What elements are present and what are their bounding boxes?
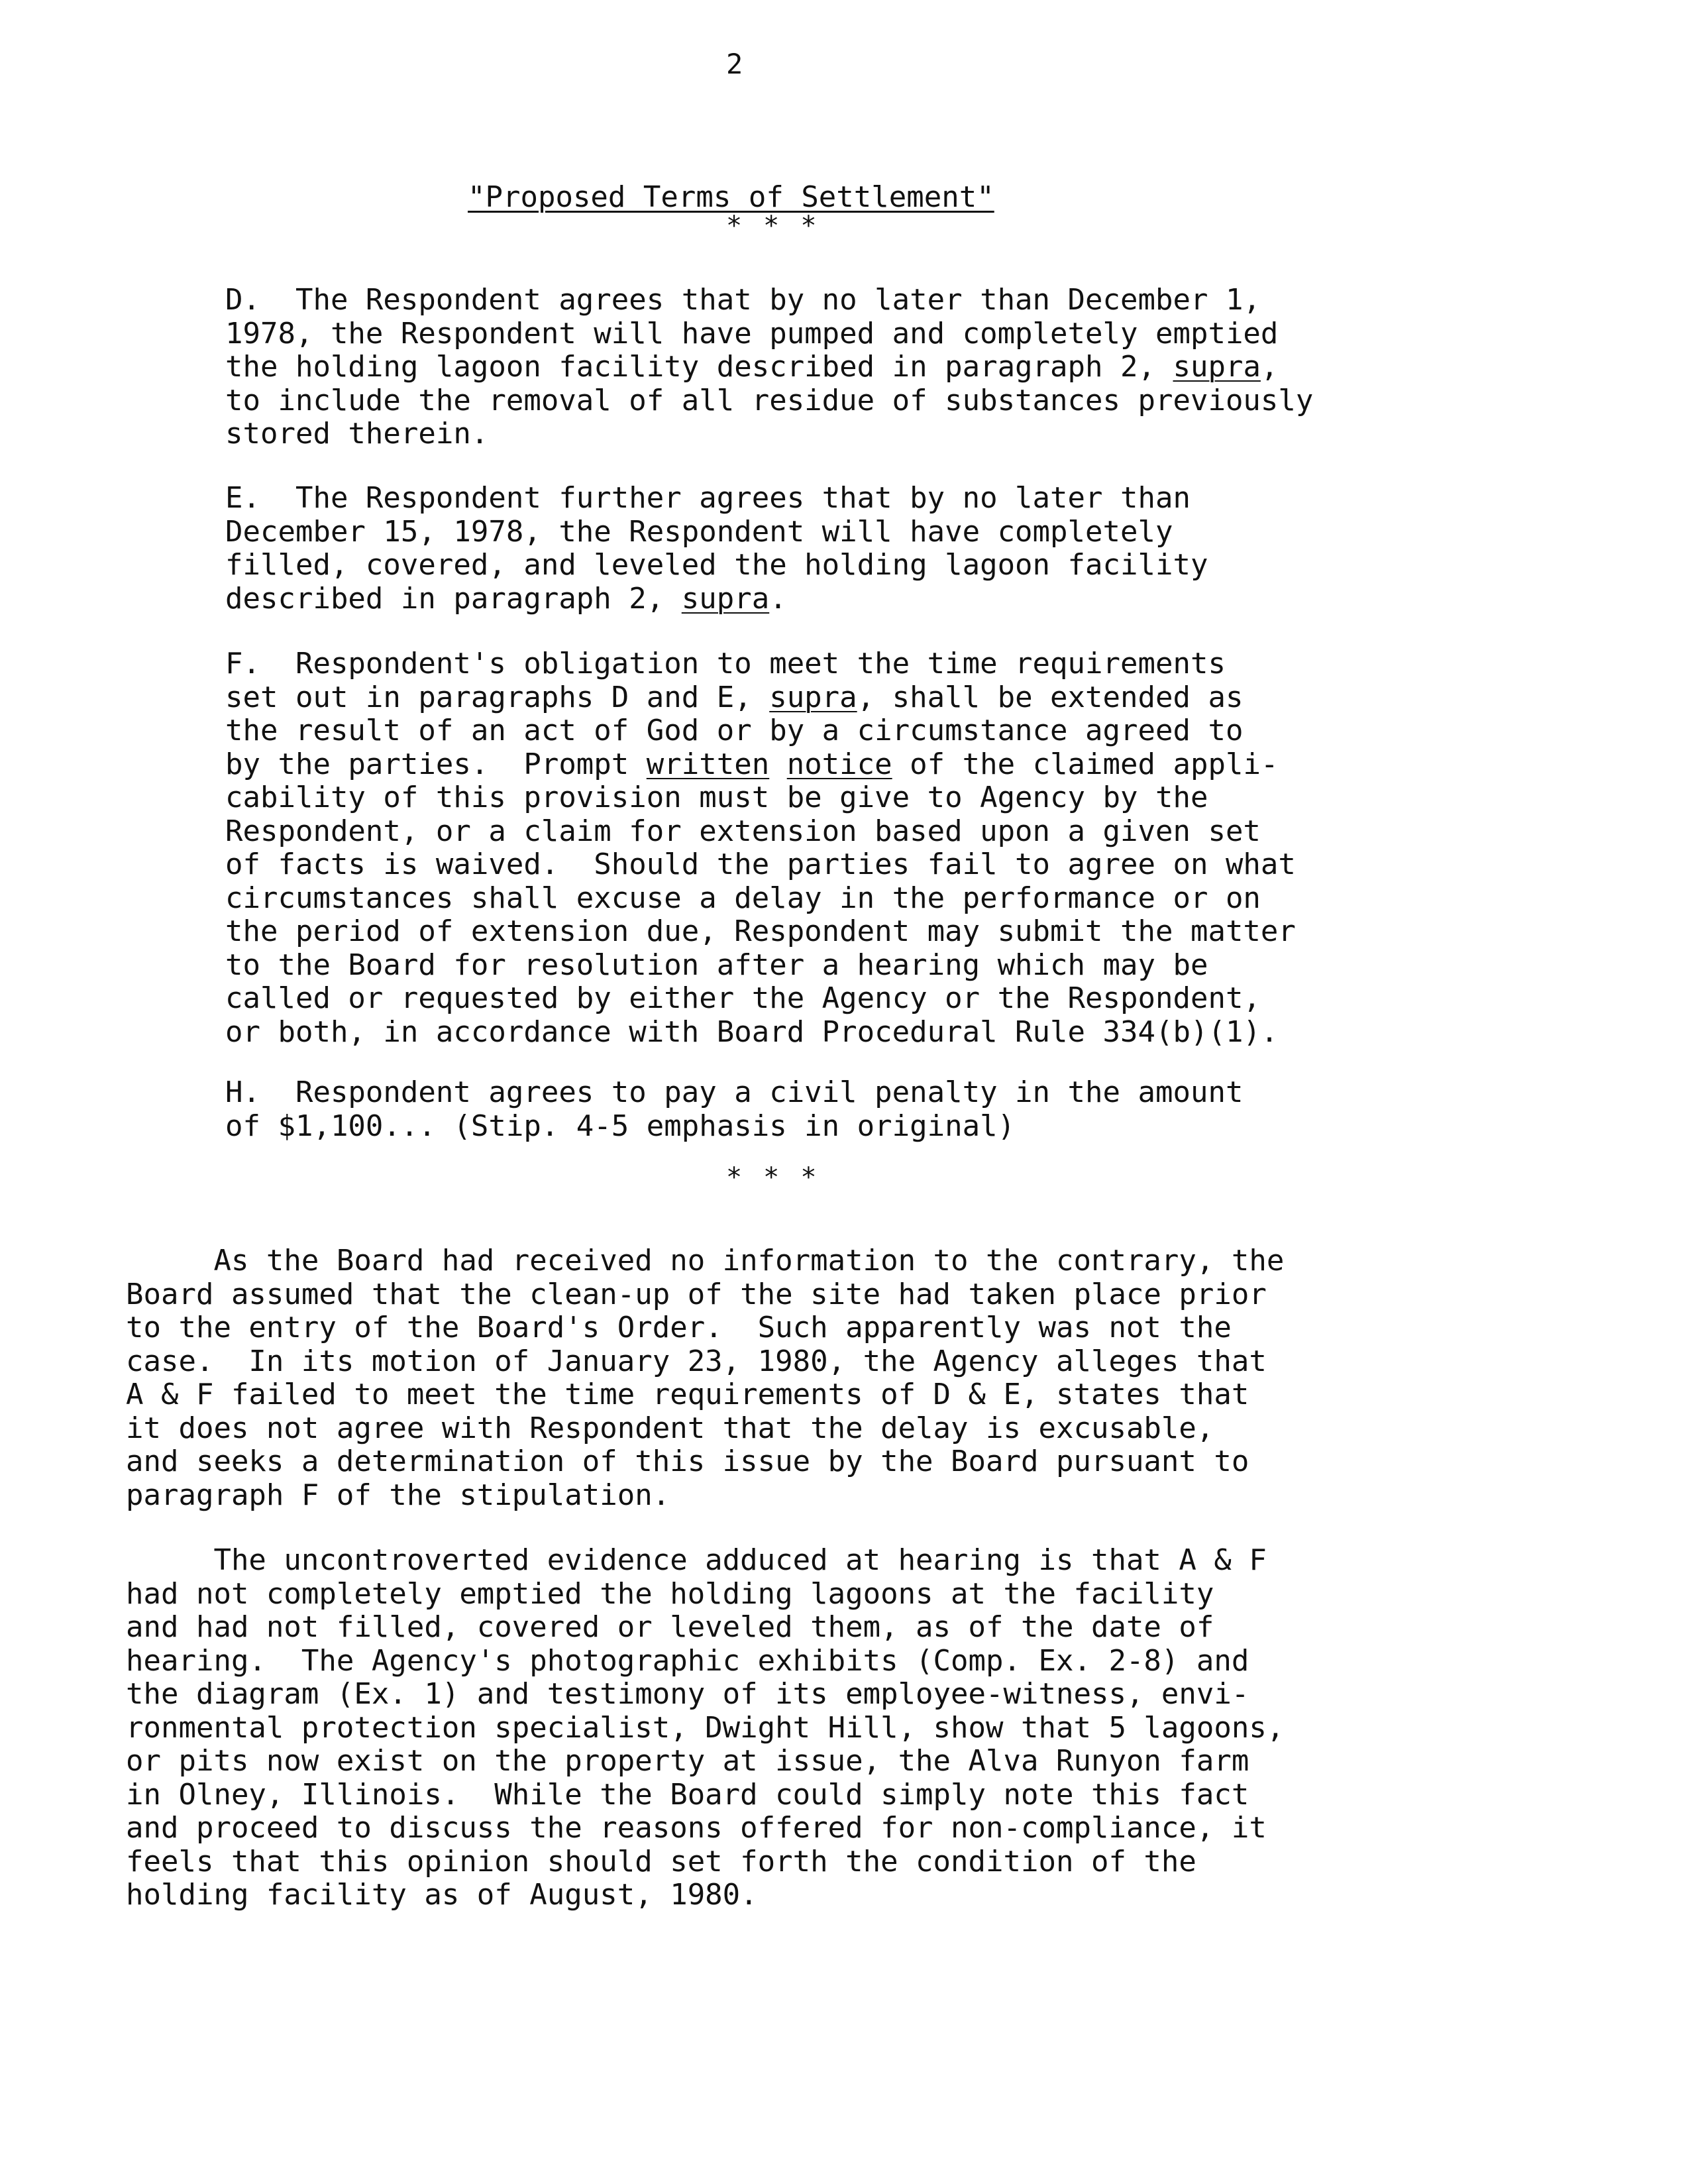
section-separator-top: * * *: [726, 211, 820, 241]
text-fragment: ,: [1260, 350, 1279, 384]
text-line: A & F failed to meet the time requirements of D & E, states that: [126, 1378, 1249, 1411]
text-line: the period of extension due, Respondent may submit the matter: [225, 914, 1296, 948]
text-line: Respondent, or a claim for extension based upon a given set: [225, 814, 1261, 848]
settlement-paragraph-h: [225, 1076, 1243, 1143]
text-line: Board assumed that the clean-up of the site had taken place prior: [126, 1277, 1267, 1311]
page-number: 2: [726, 48, 743, 80]
text-line: by the parties. Prompt: [225, 747, 647, 781]
text-line: paragraph F of the stipulation.: [126, 1478, 670, 1512]
text-line: to the entry of the Board's Order. Such apparently was not the: [126, 1311, 1232, 1344]
text-line: to include the removal of all residue of substances previously: [225, 383, 1314, 417]
underlined-term: supra: [769, 680, 857, 714]
text-line: December 15, 1978, the Respondent will have completely: [225, 514, 1173, 549]
text-line: cability of this provision must be give to Agency by the: [225, 781, 1208, 814]
text-line: set out in paragraphs D and E,: [225, 680, 770, 714]
text-line: 1978, the Respondent will have pumped and completely emptied: [225, 316, 1279, 351]
text-fragment: [769, 747, 787, 781]
text-fragment: , shall be extended as: [857, 680, 1244, 714]
text-line: called or requested by either the Agency or the Respondent,: [225, 981, 1261, 1015]
text-line: and had not filled, covered or leveled them, as of the date of: [126, 1610, 1214, 1644]
text-line: and seeks a determination of this issue by the Board pursuant to: [126, 1445, 1249, 1478]
text-fragment: .: [769, 581, 787, 616]
text-fragment: of the claimed appli-: [892, 747, 1279, 781]
text-line: and proceed to discuss the reasons offered for non-compliance, it: [126, 1811, 1267, 1845]
text-line: in Olney, Illinois. While the Board could simply note this fact: [126, 1777, 1249, 1812]
text-line: filled, covered, and leveled the holding lagoon facility: [225, 548, 1208, 582]
text-line: or pits now exist on the property at issue, the Alva Runyon farm: [126, 1744, 1249, 1778]
text-line: it does not agree with Respondent that the delay is excusable,: [126, 1411, 1214, 1445]
text-line: case. In its motion of January 23, 1980, the Agency alleges that: [126, 1344, 1267, 1378]
text-line: to the Board for resolution after a hearing which may be: [225, 948, 1208, 982]
text-line: the result of an act of God or by a circumstance agreed to: [225, 714, 1244, 747]
text-line: holding facility as of August, 1980.: [126, 1878, 758, 1912]
section-heading: "Proposed Terms of Settlement": [468, 180, 994, 214]
underlined-term: supra: [1173, 350, 1261, 384]
body-paragraph-1: [126, 1244, 1284, 1512]
settlement-paragraph-f: [225, 647, 1296, 1049]
text-line: H. Respondent agrees to pay a civil penalty in the amount: [225, 1075, 1244, 1109]
text-line: or both, in accordance with Board Procedural Rule 334(b)(1).: [225, 1014, 1279, 1049]
text-line: the diagram (Ex. 1) and testimony of its employee-witness, envi-: [126, 1677, 1249, 1711]
text-line: As the Board had received no information to the contrary, the: [126, 1244, 1285, 1278]
text-line: E. The Respondent further agrees that by no later than: [225, 481, 1191, 515]
text-line: of $1,100... (Stip. 4-5 emphasis in original): [225, 1109, 1016, 1143]
text-line: D. The Respondent agrees that by no later than December 1,: [225, 283, 1261, 317]
section-separator-bottom: * * *: [726, 1162, 820, 1193]
text-line: F. Respondent's obligation to meet the time requirements: [225, 647, 1226, 681]
text-line: the holding lagoon facility described in paragraph 2,: [225, 350, 1173, 384]
text-line: had not completely emptied the holding lagoons at the facility: [126, 1576, 1214, 1611]
settlement-paragraph-e: [225, 482, 1208, 616]
text-line: hearing. The Agency's photographic exhibits (Comp. Ex. 2-8) and: [126, 1643, 1249, 1678]
text-line: circumstances shall excuse a delay in the performance or on: [225, 881, 1261, 915]
text-line: of facts is waived. Should the parties fail to agree on what: [225, 847, 1296, 881]
underlined-term: supra: [681, 581, 770, 616]
text-line: ronmental protection specialist, Dwight Hill, show that 5 lagoons,: [126, 1710, 1285, 1745]
text-line: The uncontroverted evidence adduced at hearing is that A & F: [126, 1543, 1267, 1577]
text-line: stored therein.: [225, 417, 489, 451]
text-line: described in paragraph 2,: [225, 581, 682, 616]
body-paragraph-2: [126, 1544, 1284, 1912]
underlined-term: notice: [786, 747, 892, 781]
underlined-term: written: [646, 747, 770, 781]
text-line: feels that this opinion should set forth the condition of the: [126, 1844, 1196, 1879]
settlement-paragraph-d: [225, 284, 1313, 451]
